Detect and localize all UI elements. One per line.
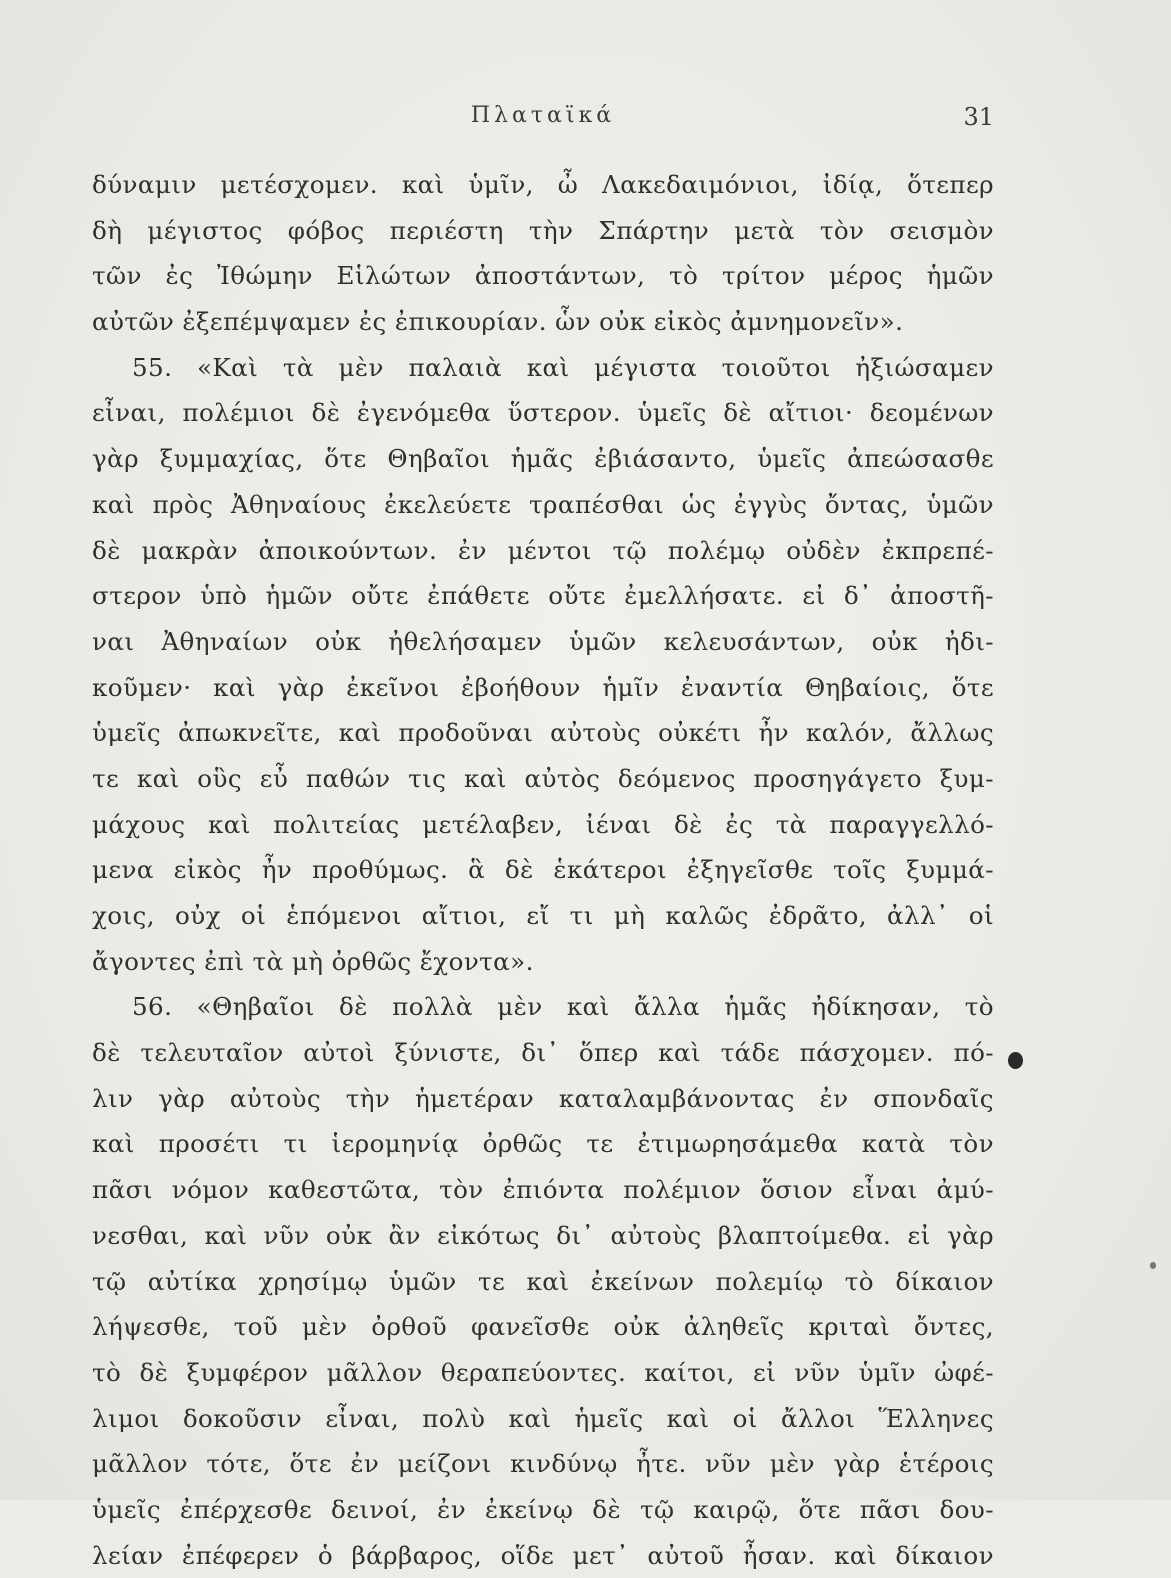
text-line: γὰρ ξυμμαχίας, ὅτε Θηβαῖοι ἡμᾶς ἐβιάσαντο, ὑμεῖς ἀπεώσασθε <box>92 444 994 474</box>
text-line: δύναμιν μετέσχομεν. καὶ ὑμῖν, ὦ Λακεδαιμόνιοι, ἰδίᾳ, ὅτεπερ <box>92 170 994 199</box>
body-text <box>92 162 994 1578</box>
running-head <box>92 103 994 139</box>
text-line: λείαν ἐπέφερεν ὁ βάρβαρος, οἵδε μετ᾽ αὐτοῦ ἦσαν. καὶ δίκαιον <box>92 1540 994 1570</box>
text-line: λιν γὰρ αὐτοὺς τὴν ἡμετέραν καταλαμβάνοντας ἐν σπονδαῖς <box>92 1083 994 1113</box>
text-line: ἄγοντες ἐπὶ τὰ μὴ ὀρθῶς ἔχοντα». <box>92 946 534 976</box>
text-line: εἶναι, πολέμιοι δὲ ἐγενόμεθα ὕστερον. ὑμεῖς δὲ αἴτιοι· δεομένων <box>92 398 994 428</box>
text-line: τὸ δὲ ξυμφέρον μᾶλλον θεραπεύοντες. καίτοι, εἰ νῦν ὑμῖν ὠφέ- <box>92 1357 994 1387</box>
text-line: δὴ μέγιστος φόβος περιέστη τὴν Σπάρτην μετὰ τὸν σεισμὸν <box>92 215 994 245</box>
text-line: καὶ πρὸς Ἀθηναίους ἐκελεύετε τραπέσθαι ὡς ἐγγὺς ὄντας, ὑμῶν <box>92 489 994 519</box>
text-line: αὐτῶν ἐξεπέμψαμεν ἐς ἐπικουρίαν. ὧν οὐκ εἰκὸς ἀμνημονεῖν». <box>92 307 904 337</box>
text-line: τῷ αὐτίκα χρησίμῳ ὑμῶν τε καὶ ἐκείνων πολεμίῳ τὸ δίκαιον <box>92 1266 994 1296</box>
text-line: δὲ μακρὰν ἀποικούντων. ἐν μέντοι τῷ πολέμῳ οὐδὲν ἐκπρεπέ- <box>92 535 994 565</box>
text-line: μᾶλλον τότε, ὅτε ἐν μείζονι κινδύνῳ ἦτε. νῦν μὲν γὰρ ἑτέροις <box>92 1449 994 1479</box>
text-line: ὑμεῖς ἀπωκνεῖτε, καὶ προδοῦναι αὐτοὺς οὐκέτι ἦν καλόν, ἄλλως <box>92 718 994 748</box>
ink-spot <box>1008 1052 1023 1069</box>
text-line: μενα εἰκὸς ἦν προθύμως. ἃ δὲ ἑκάτεροι ἐξηγεῖσθε τοῖς ξυμμά- <box>92 855 994 885</box>
text-line: τε καὶ οὓς εὖ παθών τις καὶ αὐτὸς δεόμενος προσηγάγετο ξυμ- <box>92 763 994 793</box>
ink-spot <box>1150 1262 1156 1269</box>
text-line: δὲ τελευταῖον αὐτοὶ ξύνιστε, δι᾽ ὅπερ καὶ τάδε πάσχομεν. πό- <box>92 1038 994 1068</box>
text-line: μάχους καὶ πολιτείας μετέλαβεν, ἰέναι δὲ ἐς τὰ παραγγελλό- <box>92 809 994 839</box>
text-line: τῶν ἐς Ἰθώμην Εἱλώτων ἀποστάντων, τὸ τρίτον μέρος ἡμῶν <box>92 261 994 291</box>
text-line: πᾶσι νόμον καθεστῶτα, τὸν ἐπιόντα πολέμιον ὅσιον εἶναι ἀμύ- <box>92 1175 994 1205</box>
text-line: λήψεσθε, τοῦ μὲν ὀρθοῦ φανεῖσθε οὐκ ἀληθεῖς κριταὶ ὄντες, <box>92 1312 994 1342</box>
running-title: Πλαταϊκά <box>470 103 616 128</box>
text-line: ὑμεῖς ἐπέρχεσθε δεινοί, ἐν ἐκείνῳ δὲ τῷ καιρῷ, ὅτε πᾶσι δου- <box>92 1494 994 1524</box>
text-line: λιμοι δοκοῦσιν εἶναι, πολὺ καὶ ἡμεῖς καὶ οἱ ἄλλοι Ἕλληνες <box>92 1403 994 1433</box>
section-55-start: 55. «Καὶ τὰ μὲν παλαιὰ καὶ μέγιστα τοιοῦτοι ἠξιώσαμεν <box>132 352 994 382</box>
text-line: νεσθαι, καὶ νῦν οὐκ ἂν εἰκότως δι᾽ αὐτοὺς βλαπτοίμεθα. εἰ γὰρ <box>92 1220 994 1250</box>
text-line: στερον ὑπὸ ἡμῶν οὔτε ἐπάθετε οὔτε ἐμελλήσατε. εἰ δ᾽ ἀποστῆ- <box>92 581 994 611</box>
section-56-start: 56. «Θηβαῖοι δὲ πολλὰ μὲν καὶ ἄλλα ἡμᾶς ἠδίκησαν, τὸ <box>132 992 994 1022</box>
page-number: 31 <box>963 103 994 131</box>
text-line: καὶ προσέτι τι ἱερομηνίᾳ ὀρθῶς τε ἐτιμωρησάμεθα κατὰ τὸν <box>92 1129 994 1159</box>
text-line: κοῦμεν· καὶ γὰρ ἐκεῖνοι ἐβοήθουν ἡμῖν ἐναντία Θηβαίοις, ὅτε <box>92 672 994 702</box>
text-line: ναι Ἀθηναίων οὐκ ἠθελήσαμεν ὑμῶν κελευσάντων, οὐκ ἠδι- <box>92 626 994 656</box>
text-line: χοις, οὐχ οἱ ἑπόμενοι αἴτιοι, εἴ τι μὴ καλῶς ἐδρᾶτο, ἀλλ᾽ οἱ <box>92 901 994 930</box>
